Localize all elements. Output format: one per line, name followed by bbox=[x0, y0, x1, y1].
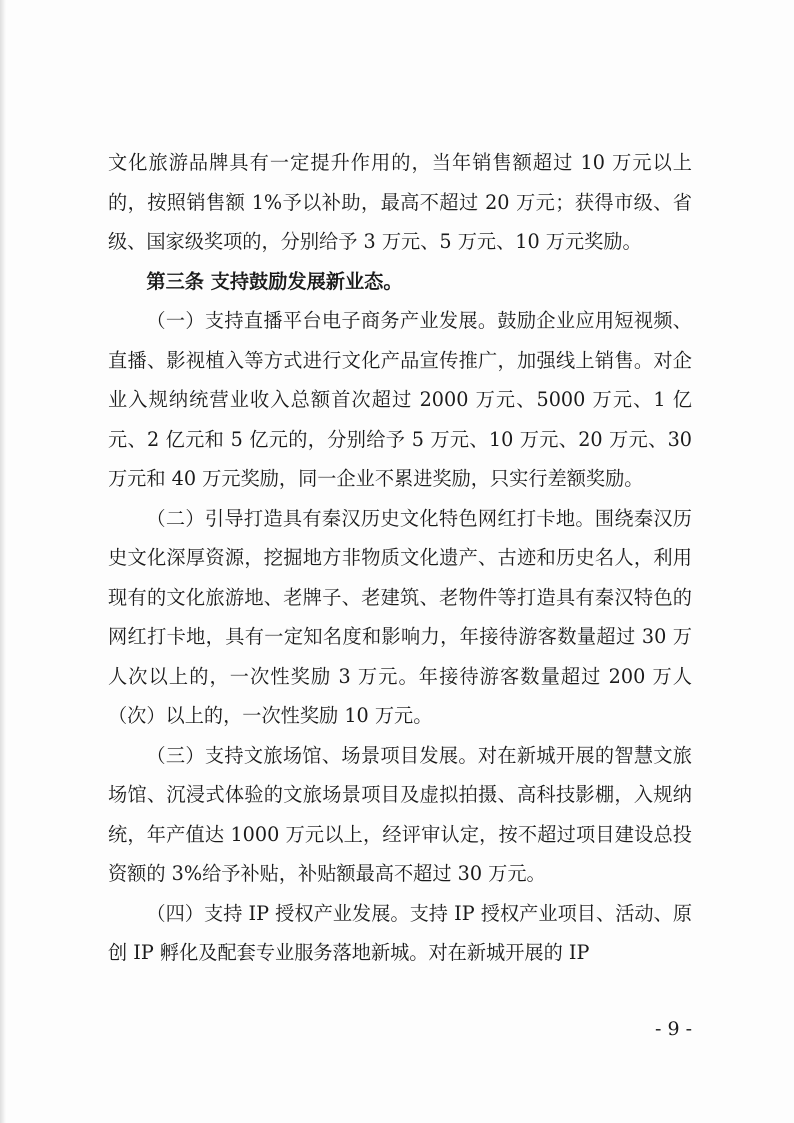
paragraph-item-2: （二）引导打造具有秦汉历史文化特色网红打卡地。围绕秦汉历史文化深厚资源，挖掘地方非物质文化遗产、古迹和历史名人，利用现有的文化旅游地、老牌子、老建筑、老物件等打造具有秦汉特色的网红打卡地，具有一定知名度和影响力，年接待游客数量超过 30 万人次以上的，一次性奖励 3 万元。年接待游客数量超过 200 万人（次）以上的，一次性奖励 10 万元。 bbox=[108, 506, 692, 727]
document-body bbox=[108, 143, 692, 973]
article-heading: 第三条 支持鼓励发展新业态。 bbox=[146, 269, 403, 293]
page-edge-shadow bbox=[0, 0, 6, 1123]
paragraph-continuation: 文化旅游品牌具有一定提升作用的，当年销售额超过 10 万元以上的，按照销售额 1%予以补助，最高不超过 20 万元；获得市级、省级、国家级奖项的，分别给予 3 万元、5 万元、10 万元奖励。 bbox=[108, 151, 692, 253]
paragraph-item-1: （一）支持直播平台电子商务产业发展。鼓励企业应用短视频、直播、影视植入等方式进行文化产品宣传推广，加强线上销售。对企业入规纳统营业收入总额首次超过 2000 万元、5000 万元、1 亿元、2 亿元和 5 亿元的，分别给予 5 万元、10 万元、20 万元、30 万元和 40 万元奖励，同一企业不累进奖励，只实行差额奖励。 bbox=[108, 309, 692, 490]
paragraph-item-4: （四）支持 IP 授权产业发展。支持 IP 授权产业项目、活动、原创 IP 孵化及配套专业服务落地新城。对在新城开展的 IP bbox=[108, 901, 692, 964]
page-number: - 9 - bbox=[654, 1018, 692, 1040]
paragraph-item-3: （三）支持文旅场馆、场景项目发展。对在新城开展的智慧文旅场馆、沉浸式体验的文旅场景项目及虚拟拍摄、高科技影棚，入规纳统，年产值达 1000 万元以上，经评审认定，按不超过项目建设总投资额的 3%给予补贴，补贴额最高不超过 30 万元。 bbox=[108, 743, 692, 885]
